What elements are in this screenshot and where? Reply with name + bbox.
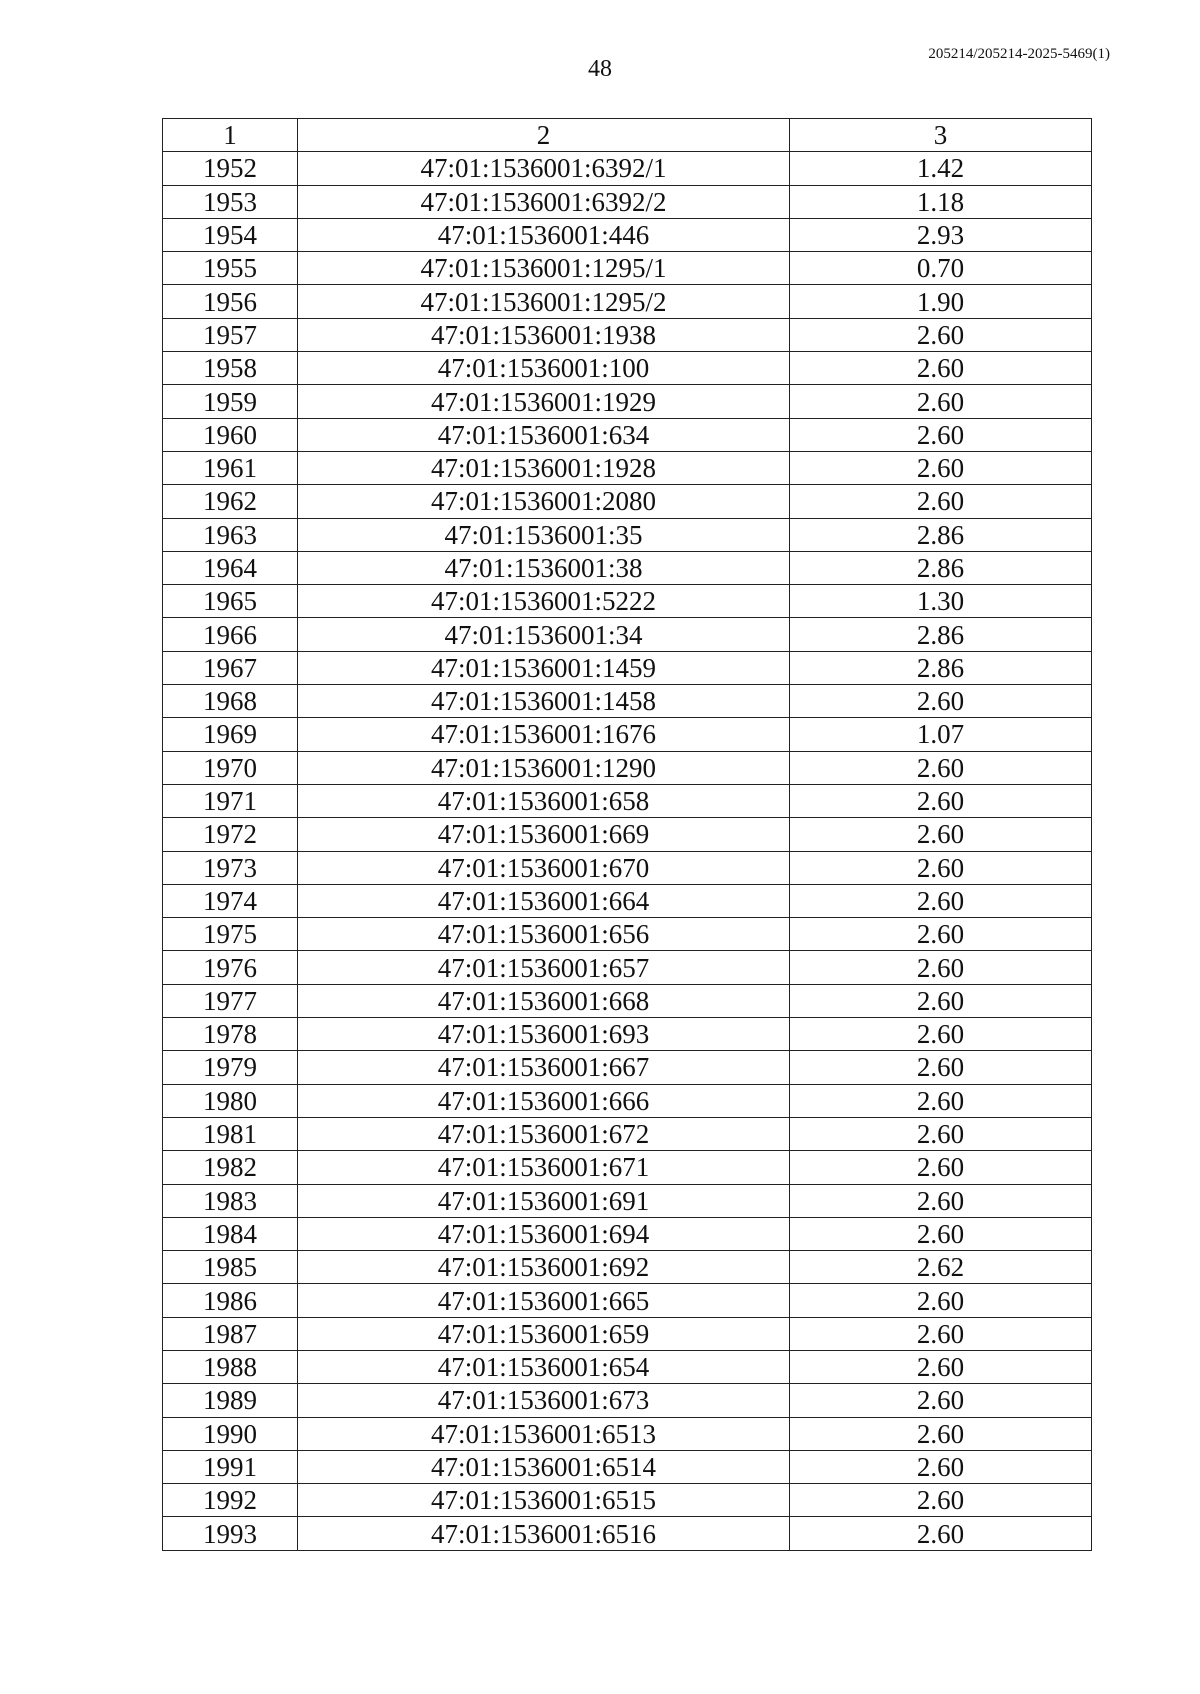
value-cell: 2.60 xyxy=(790,918,1092,951)
table-row xyxy=(163,1184,1092,1217)
value-cell: 2.60 xyxy=(790,751,1092,784)
cadastral-number-cell: 47:01:1536001:1928 xyxy=(298,451,790,484)
table-row xyxy=(163,884,1092,917)
table-row xyxy=(163,651,1092,684)
row-number-cell: 1974 xyxy=(163,884,298,917)
table-row xyxy=(163,1018,1092,1051)
table-row xyxy=(163,1350,1092,1383)
value-cell: 2.60 xyxy=(790,1051,1092,1084)
table-row xyxy=(163,551,1092,584)
table-row xyxy=(163,818,1092,851)
table-row xyxy=(163,1384,1092,1417)
cadastral-number-cell: 47:01:1536001:38 xyxy=(298,551,790,584)
cadastral-number-cell: 47:01:1536001:659 xyxy=(298,1317,790,1350)
cadastral-number-cell: 47:01:1536001:1459 xyxy=(298,651,790,684)
table-row xyxy=(163,1251,1092,1284)
value-cell: 2.60 xyxy=(790,884,1092,917)
table-row xyxy=(163,1051,1092,1084)
row-number-cell: 1987 xyxy=(163,1317,298,1350)
value-cell: 2.60 xyxy=(790,1350,1092,1383)
table-header-row xyxy=(163,119,1092,152)
value-cell: 2.86 xyxy=(790,518,1092,551)
cadastral-number-cell: 47:01:1536001:666 xyxy=(298,1084,790,1117)
row-number-cell: 1964 xyxy=(163,551,298,584)
row-number-cell: 1992 xyxy=(163,1484,298,1517)
row-number-cell: 1960 xyxy=(163,418,298,451)
cadastral-number-cell: 47:01:1536001:672 xyxy=(298,1117,790,1150)
value-cell: 2.60 xyxy=(790,451,1092,484)
table-row xyxy=(163,851,1092,884)
value-cell: 2.60 xyxy=(790,318,1092,351)
table-row xyxy=(163,1317,1092,1350)
row-number-cell: 1988 xyxy=(163,1350,298,1383)
cadastral-number-cell: 47:01:1536001:654 xyxy=(298,1350,790,1383)
row-number-cell: 1954 xyxy=(163,218,298,251)
value-cell: 2.93 xyxy=(790,218,1092,251)
row-number-cell: 1962 xyxy=(163,485,298,518)
cadastral-number-cell: 47:01:1536001:691 xyxy=(298,1184,790,1217)
value-cell: 2.60 xyxy=(790,984,1092,1017)
value-cell: 2.60 xyxy=(790,1084,1092,1117)
cadastral-number-cell: 47:01:1536001:1676 xyxy=(298,718,790,751)
column-header-1: 1 xyxy=(163,119,298,152)
cadastral-number-cell: 47:01:1536001:1458 xyxy=(298,685,790,718)
row-number-cell: 1993 xyxy=(163,1517,298,1550)
row-number-cell: 1976 xyxy=(163,951,298,984)
cadastral-number-cell: 47:01:1536001:669 xyxy=(298,818,790,851)
table-row xyxy=(163,485,1092,518)
table-row xyxy=(163,1517,1092,1550)
cadastral-number-cell: 47:01:1536001:1938 xyxy=(298,318,790,351)
value-cell: 1.90 xyxy=(790,285,1092,318)
cadastral-number-cell: 47:01:1536001:634 xyxy=(298,418,790,451)
table-row xyxy=(163,1284,1092,1317)
row-number-cell: 1965 xyxy=(163,585,298,618)
table-row xyxy=(163,718,1092,751)
cadastral-number-cell: 47:01:1536001:1929 xyxy=(298,385,790,418)
row-number-cell: 1982 xyxy=(163,1151,298,1184)
row-number-cell: 1978 xyxy=(163,1018,298,1051)
row-number-cell: 1973 xyxy=(163,851,298,884)
table-row xyxy=(163,152,1092,185)
value-cell: 2.86 xyxy=(790,618,1092,651)
cadastral-number-cell: 47:01:1536001:673 xyxy=(298,1384,790,1417)
table-row xyxy=(163,784,1092,817)
value-cell: 2.60 xyxy=(790,1184,1092,1217)
table-body xyxy=(163,152,1092,1550)
row-number-cell: 1963 xyxy=(163,518,298,551)
cadastral-number-cell: 47:01:1536001:6513 xyxy=(298,1417,790,1450)
table-row xyxy=(163,585,1092,618)
row-number-cell: 1959 xyxy=(163,385,298,418)
cadastral-number-cell: 47:01:1536001:668 xyxy=(298,984,790,1017)
row-number-cell: 1957 xyxy=(163,318,298,351)
value-cell: 2.60 xyxy=(790,818,1092,851)
value-cell: 2.60 xyxy=(790,1217,1092,1250)
table-row xyxy=(163,1450,1092,1483)
table-row xyxy=(163,518,1092,551)
value-cell: 2.60 xyxy=(790,385,1092,418)
value-cell: 2.60 xyxy=(790,851,1092,884)
value-cell: 2.60 xyxy=(790,418,1092,451)
cadastral-number-cell: 47:01:1536001:6392/1 xyxy=(298,152,790,185)
value-cell: 2.62 xyxy=(790,1251,1092,1284)
cadastral-number-cell: 47:01:1536001:694 xyxy=(298,1217,790,1250)
row-number-cell: 1979 xyxy=(163,1051,298,1084)
table-row xyxy=(163,352,1092,385)
row-number-cell: 1968 xyxy=(163,685,298,718)
row-number-cell: 1953 xyxy=(163,185,298,218)
row-number-cell: 1986 xyxy=(163,1284,298,1317)
cadastral-number-cell: 47:01:1536001:671 xyxy=(298,1151,790,1184)
table-row xyxy=(163,318,1092,351)
table-row xyxy=(163,751,1092,784)
table-row xyxy=(163,252,1092,285)
cadastral-number-cell: 47:01:1536001:6515 xyxy=(298,1484,790,1517)
cadastral-number-cell: 47:01:1536001:1295/1 xyxy=(298,252,790,285)
cadastral-number-cell: 47:01:1536001:1295/2 xyxy=(298,285,790,318)
cadastral-number-cell: 47:01:1536001:6514 xyxy=(298,1450,790,1483)
row-number-cell: 1983 xyxy=(163,1184,298,1217)
cadastral-number-cell: 47:01:1536001:670 xyxy=(298,851,790,884)
data-table xyxy=(162,118,1092,1551)
value-cell: 2.60 xyxy=(790,352,1092,385)
cadastral-number-cell: 47:01:1536001:1290 xyxy=(298,751,790,784)
cadastral-number-cell: 47:01:1536001:658 xyxy=(298,784,790,817)
table-row xyxy=(163,685,1092,718)
table-row xyxy=(163,1484,1092,1517)
row-number-cell: 1977 xyxy=(163,984,298,1017)
table-row xyxy=(163,1151,1092,1184)
row-number-cell: 1989 xyxy=(163,1384,298,1417)
value-cell: 2.60 xyxy=(790,1517,1092,1550)
cadastral-number-cell: 47:01:1536001:5222 xyxy=(298,585,790,618)
cadastral-number-cell: 47:01:1536001:693 xyxy=(298,1018,790,1051)
value-cell: 2.86 xyxy=(790,651,1092,684)
row-number-cell: 1975 xyxy=(163,918,298,951)
cadastral-number-cell: 47:01:1536001:35 xyxy=(298,518,790,551)
table-row xyxy=(163,1117,1092,1150)
page-number: 48 xyxy=(588,56,612,82)
table-row xyxy=(163,385,1092,418)
cadastral-number-cell: 47:01:1536001:34 xyxy=(298,618,790,651)
row-number-cell: 1970 xyxy=(163,751,298,784)
row-number-cell: 1984 xyxy=(163,1217,298,1250)
value-cell: 2.60 xyxy=(790,1384,1092,1417)
document-reference: 205214/205214-2025-5469(1) xyxy=(928,46,1110,62)
table-row xyxy=(163,918,1092,951)
value-cell: 0.70 xyxy=(790,252,1092,285)
row-number-cell: 1991 xyxy=(163,1450,298,1483)
table-row xyxy=(163,1417,1092,1450)
column-header-2: 2 xyxy=(298,119,790,152)
row-number-cell: 1952 xyxy=(163,152,298,185)
value-cell: 2.60 xyxy=(790,951,1092,984)
value-cell: 2.60 xyxy=(790,485,1092,518)
cadastral-number-cell: 47:01:1536001:657 xyxy=(298,951,790,984)
row-number-cell: 1985 xyxy=(163,1251,298,1284)
value-cell: 2.60 xyxy=(790,1484,1092,1517)
value-cell: 2.60 xyxy=(790,1317,1092,1350)
column-header-3: 3 xyxy=(790,119,1092,152)
value-cell: 2.60 xyxy=(790,1450,1092,1483)
row-number-cell: 1969 xyxy=(163,718,298,751)
cadastral-number-cell: 47:01:1536001:692 xyxy=(298,1251,790,1284)
cadastral-number-cell: 47:01:1536001:665 xyxy=(298,1284,790,1317)
value-cell: 2.60 xyxy=(790,1117,1092,1150)
value-cell: 1.42 xyxy=(790,152,1092,185)
row-number-cell: 1966 xyxy=(163,618,298,651)
cadastral-number-cell: 47:01:1536001:100 xyxy=(298,352,790,385)
value-cell: 1.07 xyxy=(790,718,1092,751)
row-number-cell: 1961 xyxy=(163,451,298,484)
value-cell: 2.60 xyxy=(790,1151,1092,1184)
table-row xyxy=(163,285,1092,318)
value-cell: 2.60 xyxy=(790,784,1092,817)
row-number-cell: 1990 xyxy=(163,1417,298,1450)
value-cell: 2.60 xyxy=(790,1018,1092,1051)
value-cell: 2.60 xyxy=(790,1417,1092,1450)
cadastral-number-cell: 47:01:1536001:446 xyxy=(298,218,790,251)
table-row xyxy=(163,618,1092,651)
table-row xyxy=(163,218,1092,251)
table-row xyxy=(163,1084,1092,1117)
table-row xyxy=(163,1217,1092,1250)
value-cell: 2.60 xyxy=(790,1284,1092,1317)
row-number-cell: 1980 xyxy=(163,1084,298,1117)
cadastral-number-cell: 47:01:1536001:6516 xyxy=(298,1517,790,1550)
cadastral-number-cell: 47:01:1536001:656 xyxy=(298,918,790,951)
row-number-cell: 1981 xyxy=(163,1117,298,1150)
table-row xyxy=(163,951,1092,984)
value-cell: 2.86 xyxy=(790,551,1092,584)
cadastral-number-cell: 47:01:1536001:664 xyxy=(298,884,790,917)
row-number-cell: 1971 xyxy=(163,784,298,817)
value-cell: 1.18 xyxy=(790,185,1092,218)
row-number-cell: 1956 xyxy=(163,285,298,318)
table-row xyxy=(163,984,1092,1017)
table-row xyxy=(163,185,1092,218)
value-cell: 1.30 xyxy=(790,585,1092,618)
cadastral-number-cell: 47:01:1536001:6392/2 xyxy=(298,185,790,218)
row-number-cell: 1958 xyxy=(163,352,298,385)
row-number-cell: 1955 xyxy=(163,252,298,285)
value-cell: 2.60 xyxy=(790,685,1092,718)
row-number-cell: 1967 xyxy=(163,651,298,684)
table-row xyxy=(163,451,1092,484)
cadastral-number-cell: 47:01:1536001:2080 xyxy=(298,485,790,518)
row-number-cell: 1972 xyxy=(163,818,298,851)
cadastral-number-cell: 47:01:1536001:667 xyxy=(298,1051,790,1084)
table-row xyxy=(163,418,1092,451)
